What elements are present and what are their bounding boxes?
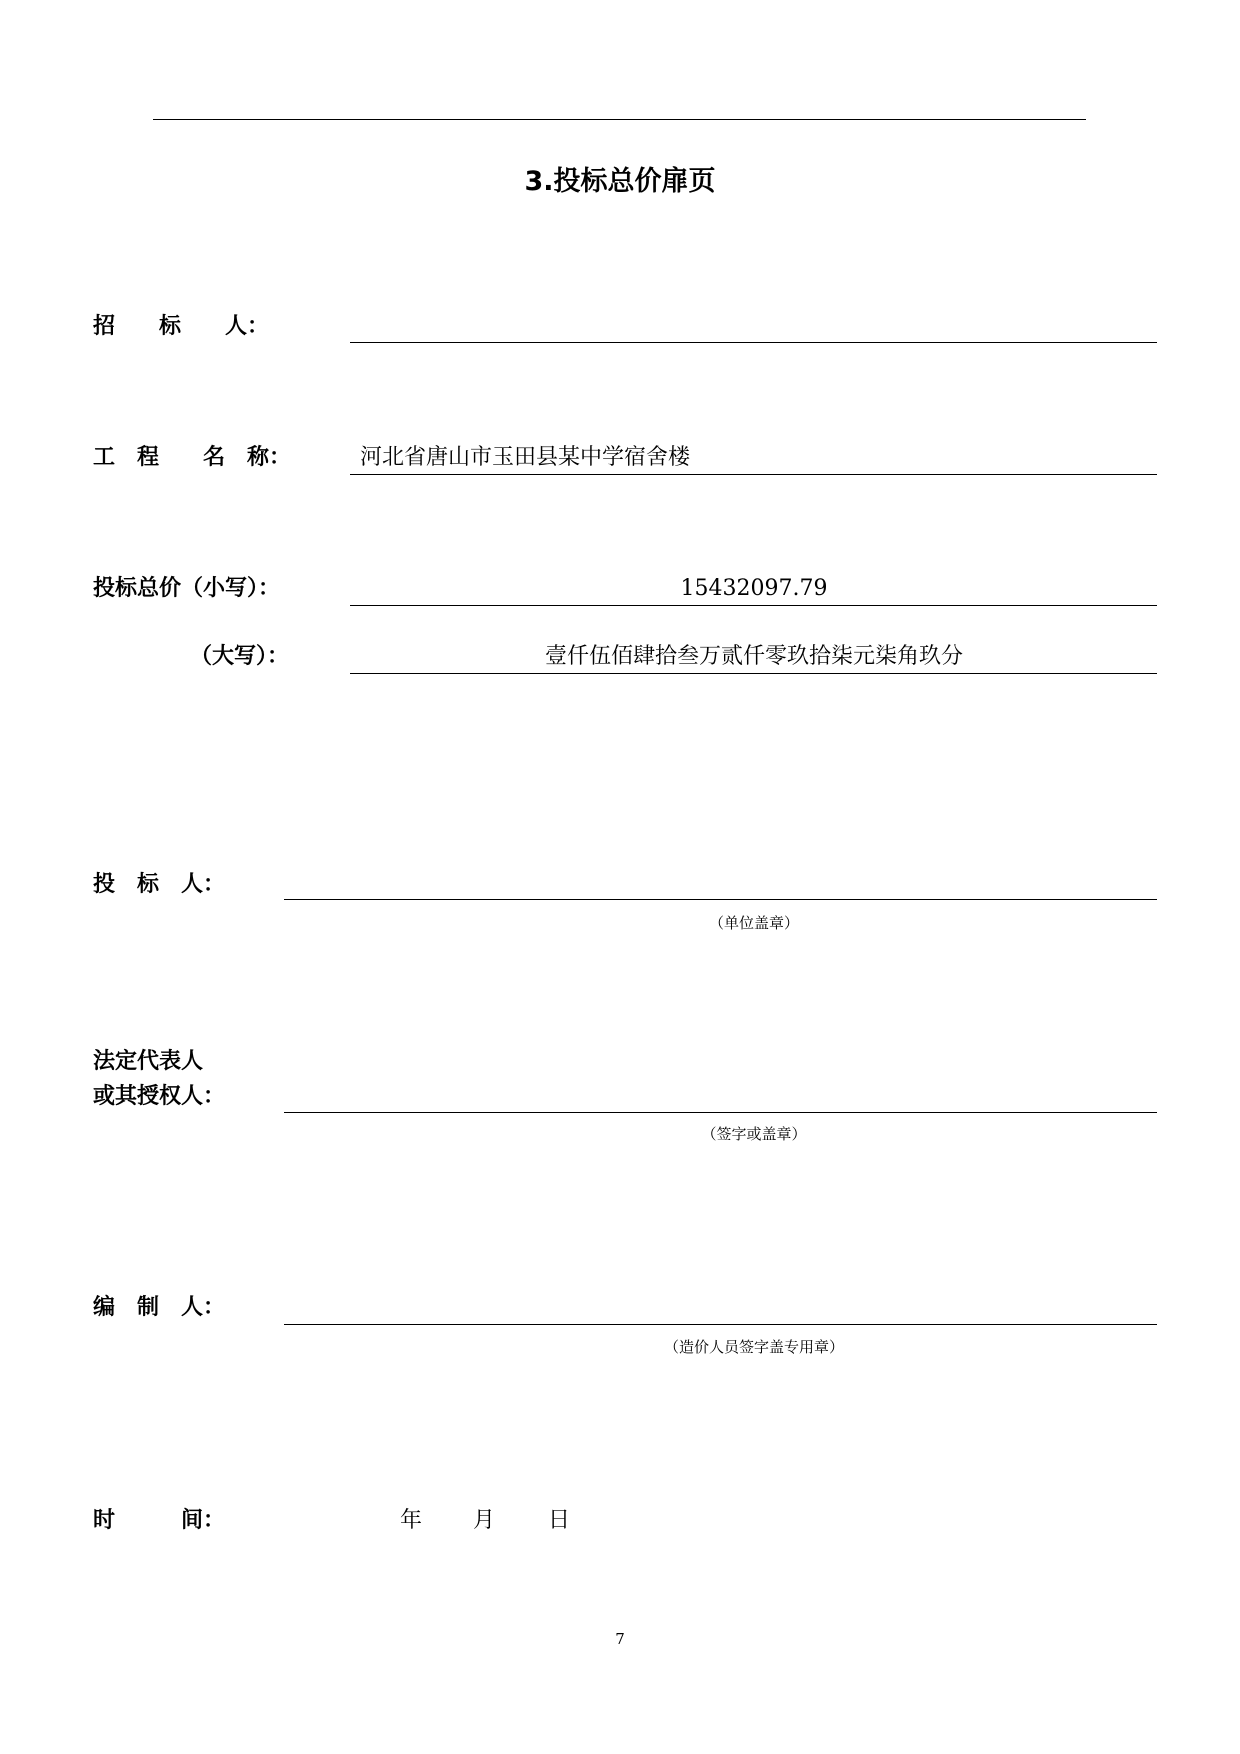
total-lower-label: 投标总价（小写）：: [93, 576, 281, 601]
page-title: 3.投标总价扉页: [524, 166, 716, 197]
bidder-label: 投 标 人：: [93, 872, 226, 897]
tenderer-field[interactable]: [350, 342, 1157, 343]
total-lower-value: 15432097.79: [680, 576, 828, 601]
project-name-value: 河北省唐山市玉田县某中学宿舍楼: [360, 445, 691, 470]
month-label: 月: [473, 1508, 496, 1533]
tenderer-label: 招 标 人：: [93, 314, 270, 339]
total-upper-field[interactable]: [350, 673, 1157, 674]
time-label: 时 间：: [93, 1508, 226, 1533]
compiler-note: （造价人员签字盖专用章）: [663, 1338, 845, 1356]
bidder-note: （单位盖章）: [708, 914, 800, 932]
project-name-label: 工 程 名 称：: [93, 445, 292, 470]
header-rule: [153, 119, 1086, 120]
total-upper-value: 壹仟伍佰肆拾叁万贰仟零玖拾柒元柒角玖分: [544, 644, 964, 669]
legal-rep-label-1: 法定代表人: [93, 1049, 204, 1074]
legal-rep-label-2: 或其授权人：: [93, 1084, 226, 1109]
project-name-field[interactable]: [350, 474, 1157, 475]
day-label: 日: [548, 1508, 571, 1533]
total-lower-field[interactable]: [350, 605, 1157, 606]
total-upper-label: （大写）：: [190, 644, 290, 669]
compiler-label: 编 制 人：: [93, 1295, 226, 1320]
year-label: 年: [400, 1508, 423, 1533]
bidder-field[interactable]: [284, 899, 1157, 900]
page-number: 7: [615, 1630, 625, 1648]
legal-rep-note: （签字或盖章）: [701, 1125, 807, 1143]
compiler-field[interactable]: [284, 1324, 1157, 1325]
legal-rep-field[interactable]: [284, 1112, 1157, 1113]
